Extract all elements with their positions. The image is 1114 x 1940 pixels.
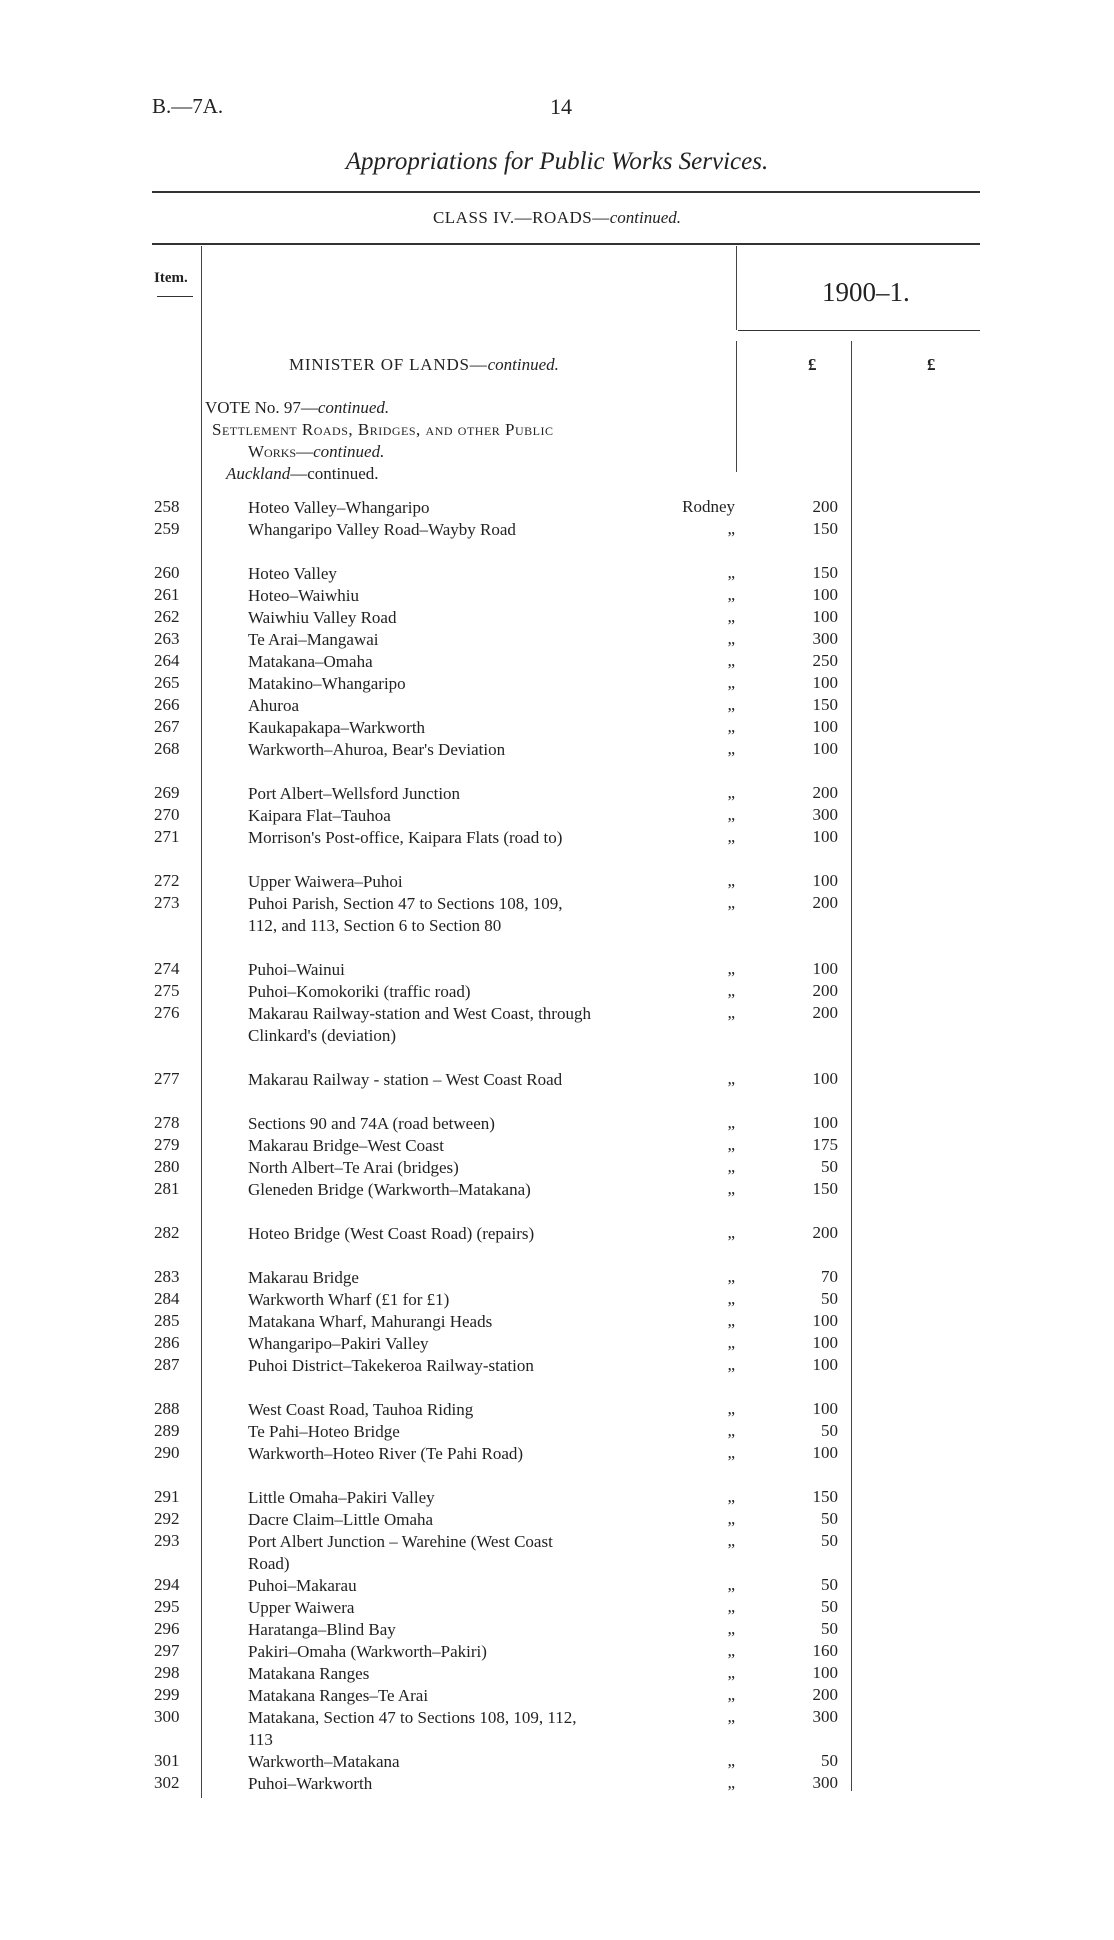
item-amount: 50 [821, 1751, 838, 1770]
item-amount: 100 [812, 1113, 838, 1132]
item-number: 266 [154, 695, 180, 714]
item-county: „ [727, 629, 735, 648]
item-county: „ [727, 959, 735, 978]
item-description: Puhoi–Wainui [248, 960, 345, 979]
class-title [0, 208, 1114, 228]
item-amount: 50 [821, 1575, 838, 1594]
item-county: „ [727, 651, 735, 670]
item-number: 295 [154, 1597, 180, 1616]
item-amount: 100 [812, 673, 838, 692]
item-county: Rodney [682, 497, 735, 516]
item-column-header: Item. [154, 270, 188, 286]
item-county: „ [727, 1267, 735, 1286]
district-suffix: —continued. [290, 464, 379, 483]
title-rule [152, 191, 980, 193]
item-description: Te Arai–Mangawai [248, 630, 379, 649]
item-county: „ [727, 717, 735, 736]
vote-heading [205, 398, 389, 418]
item-number: 292 [154, 1509, 180, 1528]
item-amount: 100 [812, 1311, 838, 1330]
item-county: „ [727, 1509, 735, 1528]
item-amount: 300 [812, 1707, 838, 1726]
item-number: 294 [154, 1575, 180, 1594]
item-amount: 150 [812, 519, 838, 538]
document-code: B.—7A. [152, 94, 224, 118]
ministry-suffix: continued. [487, 355, 559, 374]
item-number: 279 [154, 1135, 180, 1154]
item-county: „ [727, 1135, 735, 1154]
item-description: North Albert–Te Arai (bridges) [248, 1158, 459, 1177]
item-county: „ [727, 827, 735, 846]
item-amount: 100 [812, 739, 838, 758]
item-number: 274 [154, 959, 180, 978]
page-number: 14 [550, 94, 572, 119]
item-number: 284 [154, 1289, 180, 1308]
item-number: 285 [154, 1311, 180, 1330]
item-number: 298 [154, 1663, 180, 1682]
item-number: 271 [154, 827, 180, 846]
currency-left: £ [808, 355, 817, 374]
item-amount: 250 [812, 651, 838, 670]
item-county: „ [727, 563, 735, 582]
item-amount: 100 [812, 1069, 838, 1088]
item-number: 296 [154, 1619, 180, 1638]
item-amount: 150 [812, 1179, 838, 1198]
table-top-rule [152, 243, 980, 245]
item-county: „ [727, 1619, 735, 1638]
item-county: „ [727, 1113, 735, 1132]
item-description: Gleneden Bridge (Warkworth–Matakana) [248, 1180, 531, 1199]
item-amount: 100 [812, 1663, 838, 1682]
item-county: „ [727, 519, 735, 538]
item-amount: 50 [821, 1289, 838, 1308]
item-amount: 100 [812, 1443, 838, 1462]
item-number: 273 [154, 893, 180, 912]
item-description: Puhoi Parish, Section 47 to Sections 108, 109, 112, and 113, Section 6 to Section 80 [248, 894, 563, 935]
item-county: „ [727, 871, 735, 890]
item-description: Morrison's Post-office, Kaipara Flats (road to) [248, 828, 563, 847]
item-description: Whangaripo–Pakiri Valley [248, 1334, 429, 1353]
item-amount: 150 [812, 1487, 838, 1506]
item-number: 269 [154, 783, 180, 802]
item-county: „ [727, 1355, 735, 1374]
item-amount: 160 [812, 1641, 838, 1660]
item-number: 286 [154, 1333, 180, 1352]
item-number: 282 [154, 1223, 180, 1242]
item-number: 287 [154, 1355, 180, 1374]
item-description: Port Albert–Wellsford Junction [248, 784, 461, 803]
subvote-works: Works— [248, 442, 314, 461]
item-number: 281 [154, 1179, 180, 1198]
item-amount: 50 [821, 1157, 838, 1176]
item-number: 275 [154, 981, 180, 1000]
item-county: „ [727, 1399, 735, 1418]
item-amount: 300 [812, 629, 838, 648]
item-number: 276 [154, 1003, 180, 1022]
item-county: „ [727, 695, 735, 714]
item-amount: 50 [821, 1597, 838, 1616]
column-divider-right [851, 341, 852, 1791]
item-amount: 200 [812, 783, 838, 802]
vote-number: VOTE No. 97— [205, 398, 318, 417]
district-heading [226, 464, 379, 484]
item-description: Sections 90 and 74A (road between) [248, 1114, 495, 1133]
item-number: 268 [154, 739, 180, 758]
item-amount: 150 [812, 563, 838, 582]
item-number: 259 [154, 519, 180, 538]
item-amount: 100 [812, 1333, 838, 1352]
item-number: 258 [154, 497, 180, 516]
item-description: Kaukapakapa–Warkworth [248, 718, 426, 737]
item-county: „ [727, 1289, 735, 1308]
item-number: 289 [154, 1421, 180, 1440]
item-amount: 100 [812, 717, 838, 736]
item-description: Matakana Ranges [248, 1664, 370, 1683]
item-header-underline [157, 296, 193, 297]
item-description: Little Omaha–Pakiri Valley [248, 1488, 435, 1507]
item-county: „ [727, 739, 735, 758]
item-number: 280 [154, 1157, 180, 1176]
vote-suffix: continued. [317, 398, 390, 417]
item-description: Dacre Claim–Little Omaha [248, 1510, 434, 1529]
item-amount: 300 [812, 1773, 838, 1792]
item-amount: 150 [812, 695, 838, 714]
item-amount: 50 [821, 1421, 838, 1440]
item-description: Hoteo Bridge (West Coast Road) (repairs) [248, 1224, 535, 1243]
ministry-name: MINISTER OF LANDS— [289, 355, 488, 374]
item-county: „ [727, 1003, 735, 1022]
item-county: „ [727, 1333, 735, 1352]
item-number: 300 [154, 1707, 180, 1726]
item-description: Warkworth Wharf (£1 for £1) [248, 1290, 450, 1309]
year-column-header: 1900–1. [822, 277, 910, 307]
class-title-suffix: continued. [609, 208, 682, 227]
item-description: Te Pahi–Hoteo Bridge [248, 1422, 400, 1441]
item-county: „ [727, 673, 735, 692]
item-number: 299 [154, 1685, 180, 1704]
item-county: „ [727, 1685, 735, 1704]
item-amount: 200 [812, 1223, 838, 1242]
item-county: „ [727, 1069, 735, 1088]
item-number: 297 [154, 1641, 180, 1660]
item-description: Upper Waiwera–Puhoi [248, 872, 403, 891]
item-amount: 200 [812, 497, 838, 516]
item-amount: 100 [812, 959, 838, 978]
item-description: Puhoi–Komokoriki (traffic road) [248, 982, 471, 1001]
item-county: „ [727, 783, 735, 802]
item-description: Matakana, Section 47 to Sections 108, 109, 112, 113 [248, 1708, 577, 1749]
item-amount: 200 [812, 1685, 838, 1704]
item-number: 264 [154, 651, 180, 670]
item-description: Matakino–Whangaripo [248, 674, 406, 693]
item-amount: 50 [821, 1619, 838, 1638]
item-number: 288 [154, 1399, 180, 1418]
item-description: Kaipara Flat–Tauhoa [248, 806, 391, 825]
subvote-suffix: continued. [313, 442, 385, 461]
item-county: „ [727, 607, 735, 626]
item-description: Pakiri–Omaha (Warkworth–Pakiri) [248, 1642, 487, 1661]
item-amount: 200 [812, 981, 838, 1000]
item-number: 283 [154, 1267, 180, 1286]
item-description: Makarau Railway-station and West Coast, through Clinkard's (deviation) [248, 1004, 591, 1045]
item-county: „ [727, 1641, 735, 1660]
column-divider-county [736, 246, 737, 330]
item-amount: 100 [812, 585, 838, 604]
item-amount: 70 [821, 1267, 838, 1286]
item-number: 278 [154, 1113, 180, 1132]
item-county: „ [727, 1157, 735, 1176]
item-number: 267 [154, 717, 180, 736]
item-county: „ [727, 1663, 735, 1682]
item-description: Matakana Ranges–Te Arai [248, 1686, 429, 1705]
item-description: Puhoi–Makarau [248, 1576, 357, 1595]
item-description: Hoteo–Waiwhiu [248, 586, 359, 605]
item-description: Warkworth–Ahuroa, Bear's Deviation [248, 740, 506, 759]
item-county: „ [727, 1773, 735, 1792]
page-title: Appropriations for Public Works Services. [345, 148, 769, 175]
item-amount: 100 [812, 871, 838, 890]
currency-right: £ [927, 355, 936, 374]
item-county: „ [727, 981, 735, 1000]
item-number: 302 [154, 1773, 180, 1792]
item-description: Matakana Wharf, Mahurangi Heads [248, 1312, 493, 1331]
item-number: 293 [154, 1531, 180, 1550]
item-number: 263 [154, 629, 180, 648]
item-number: 260 [154, 563, 180, 582]
class-title-text: CLASS IV.—ROADS— [432, 208, 610, 227]
item-county: „ [727, 1223, 735, 1242]
item-county: „ [727, 1179, 735, 1198]
item-description: Upper Waiwera [248, 1598, 355, 1617]
ministry-heading [289, 355, 559, 375]
item-description: Ahuroa [248, 696, 299, 715]
item-description: Makarau Railway - station – West Coast Road [248, 1070, 563, 1089]
item-amount: 50 [821, 1531, 838, 1550]
item-description: Makarau Bridge [248, 1268, 359, 1287]
item-amount: 100 [812, 1355, 838, 1374]
item-description: Whangaripo Valley Road–Wayby Road [248, 520, 516, 539]
item-county: „ [727, 1751, 735, 1770]
item-description: Waiwhiu Valley Road [248, 608, 397, 627]
item-county: „ [727, 1421, 735, 1440]
item-county: „ [727, 805, 735, 824]
item-amount: 100 [812, 1399, 838, 1418]
item-number: 270 [154, 805, 180, 824]
item-county: „ [727, 1311, 735, 1330]
item-amount: 200 [812, 1003, 838, 1022]
item-description: Haratanga–Blind Bay [248, 1620, 396, 1639]
district-name: Auckland [226, 464, 291, 483]
column-divider-item [201, 246, 202, 1798]
item-county: „ [727, 1597, 735, 1616]
item-amount: 200 [812, 893, 838, 912]
item-county: „ [727, 1707, 735, 1726]
item-description: Puhoi District–Takekeroa Railway-station [248, 1356, 534, 1375]
item-amount: 100 [812, 827, 838, 846]
item-description: Hoteo Valley [248, 564, 337, 583]
item-number: 291 [154, 1487, 180, 1506]
item-county: „ [727, 1531, 735, 1550]
item-description: West Coast Road, Tauhoa Riding [248, 1400, 474, 1419]
item-county: „ [727, 585, 735, 604]
item-number: 261 [154, 585, 180, 604]
item-description: Warkworth–Matakana [248, 1752, 400, 1771]
item-number: 262 [154, 607, 180, 626]
column-divider-amount [736, 341, 737, 472]
item-number: 301 [154, 1751, 180, 1770]
item-county: „ [727, 1487, 735, 1506]
item-description: Warkworth–Hoteo River (Te Pahi Road) [248, 1444, 524, 1463]
item-amount: 100 [812, 607, 838, 626]
item-county: „ [727, 1575, 735, 1594]
item-county: „ [727, 893, 735, 912]
item-amount: 300 [812, 805, 838, 824]
year-header-rule [738, 330, 980, 331]
subvote-heading-line2 [248, 442, 384, 462]
item-description: Puhoi–Warkworth [248, 1774, 373, 1793]
item-number: 265 [154, 673, 180, 692]
item-description: Hoteo Valley–Whangaripo [248, 498, 430, 517]
item-description: Makarau Bridge–West Coast [248, 1136, 444, 1155]
item-number: 277 [154, 1069, 180, 1088]
item-amount: 50 [821, 1509, 838, 1528]
item-number: 272 [154, 871, 180, 890]
item-county: „ [727, 1443, 735, 1462]
subvote-heading-line1: Settlement Roads, Bridges, and other Public [212, 420, 554, 439]
item-description: Matakana–Omaha [248, 652, 373, 671]
item-description: Port Albert Junction – Warehine (West Coast Road) [248, 1532, 553, 1573]
item-number: 290 [154, 1443, 180, 1462]
item-amount: 175 [812, 1135, 838, 1154]
